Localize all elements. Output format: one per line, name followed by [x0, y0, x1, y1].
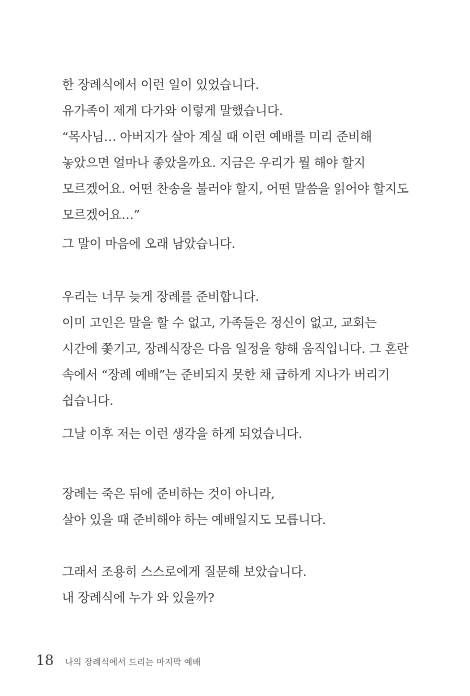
- paragraph-late-preparation: 우리는 너무 늦게 장례를 준비합니다. 이미 고인은 말을 할 수 없고, 가족들은 정신이 없고, 교회는 시간에 쫓기고, 장례식장은 다음 일정을 향해 움직입니다. 그 혼란 속에서 “장례 예배”는 준비되지 못한 채 급하게 지나가 버리기 쉽습니다.: [62, 289, 409, 408]
- running-title: 나의 장례식에서 드리는 마지막 예배: [64, 658, 201, 668]
- paragraph-lingering-words: 그 말이 마음에 오래 남았습니다.: [62, 236, 236, 251]
- paragraph-self-question: 그래서 조용히 스스로에게 질문해 보았습니다. 내 장례식에 누가 와 있을까?: [62, 564, 307, 605]
- page-number: 18: [36, 653, 54, 669]
- page-footer: [36, 650, 201, 669]
- paragraph-new-thought: 그날 이후 저는 이런 생각을 하게 되었습니다.: [62, 426, 303, 441]
- paragraph-prepare-while-alive: 장례는 죽은 뒤에 준비하는 것이 아니라, 살아 있을 때 준비해야 하는 예배일지도 모릅니다.: [62, 486, 326, 527]
- paragraph-funeral-story: 한 장례식에서 이런 일이 있었습니다. 유가족이 제게 다가와 이렇게 말했습니다. “목사님… 아버지가 살아 계실 때 이런 예배를 미리 준비해 놓았으면 얼마나 좋았을까요. 지금은 우리가 뭘 해야 할지 모르겠어요. 어떤 찬송을 불러야 할지, 어떤 말씀을 읽어야 할지도 모르겠어요…”: [62, 77, 409, 222]
